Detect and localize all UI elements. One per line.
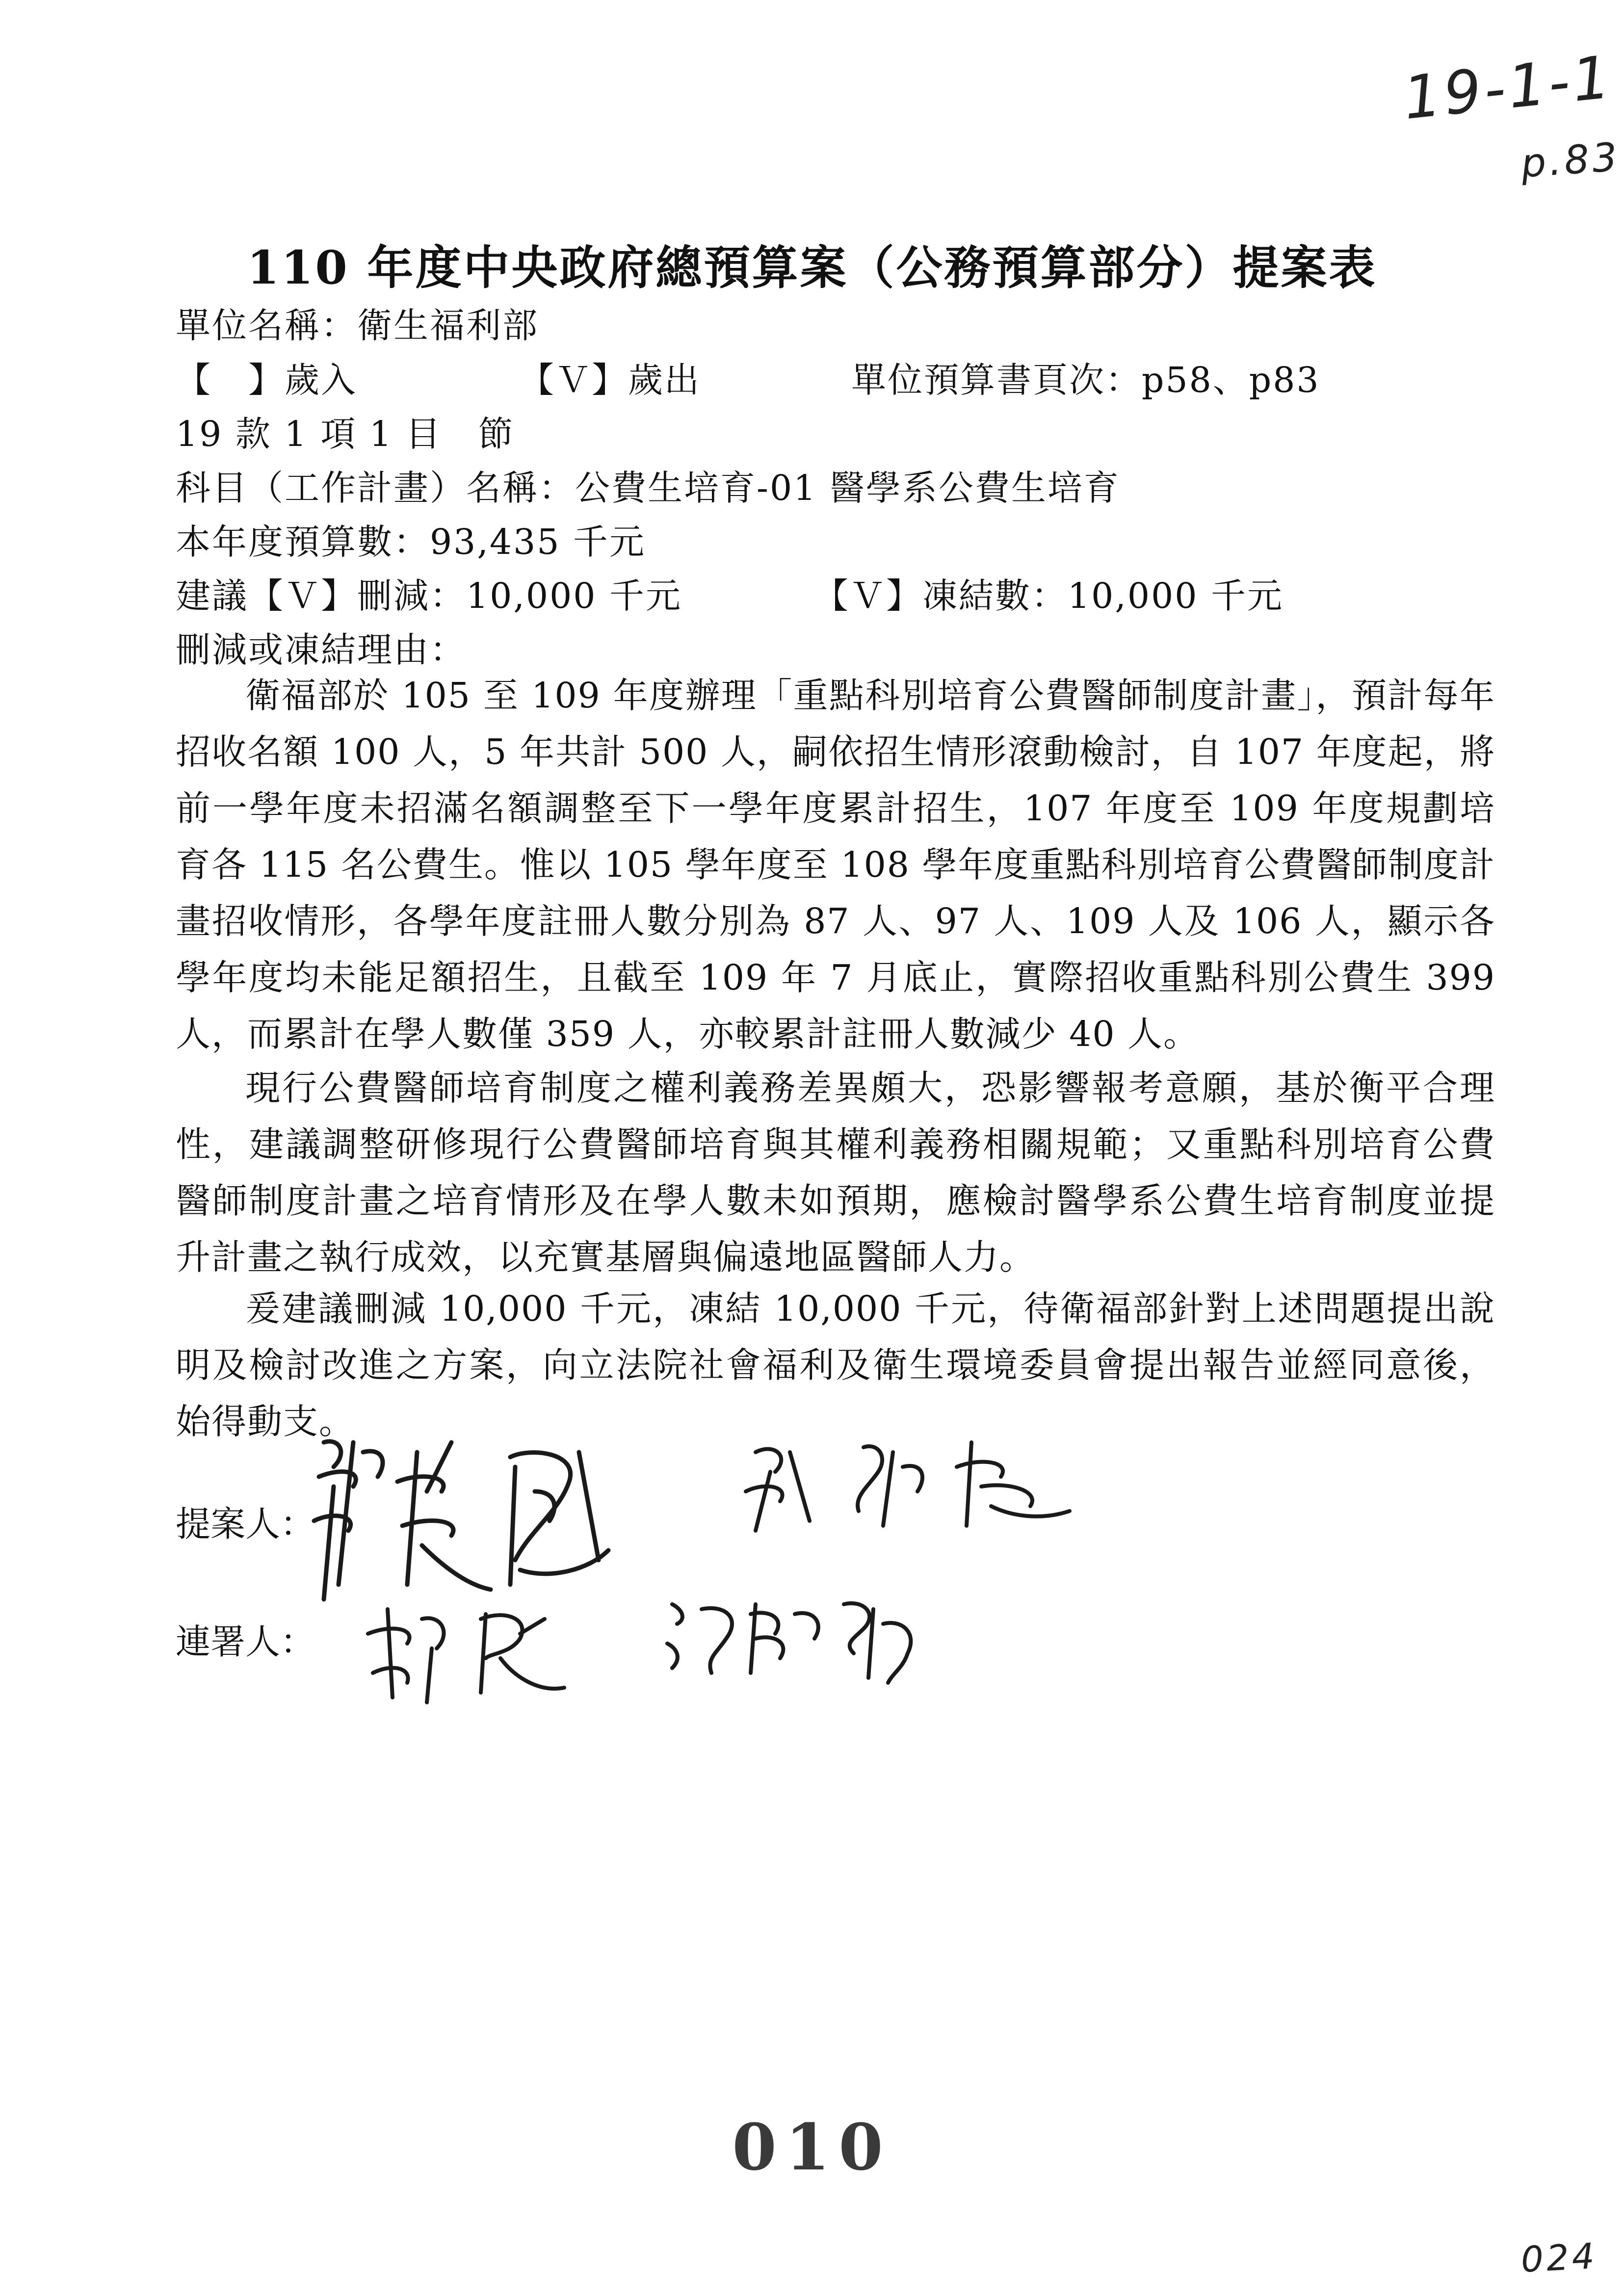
item-code: 19 款 1 項 1 目 節 [176,414,515,454]
cut-amount: 建議【Ｖ】刪減：10,000 千元 [176,575,682,616]
freeze-amount: 【Ｖ】凍結數：10,000 千元 [813,575,1284,616]
subject-name: 科目（工作計畫）名稱：公費生培育-01 醫學系公費生培育 [176,468,1120,508]
revenue-option: 【 】歲入 [176,360,358,400]
reason-paragraph: 爰建議刪減 10,000 千元，凍結 10,000 千元，待衛福部針對上述問題提出說明及檢討改進之方案，向立法院社會福利及衛生環境委員會提出報告並經同意後，始得動支。 [176,1288,1495,1442]
page-title: 110 年度中央政府總預算案（公務預算部分）提案表 [247,241,1377,295]
page-number: 010 [732,2110,892,2185]
signature-cosigner-2 [657,1585,932,1693]
budget-pages: 單位預算書頁次：p58、p83 [851,360,1320,400]
signature-proposer-2 [736,1423,1089,1550]
expenditure-option: 【Ｖ】歲出 [519,360,701,400]
proposer-label: 提案人： [176,1504,315,1544]
handwritten-ref-code: 19-1-1 [1400,43,1617,133]
reason-paragraph: 衛福部於 105 至 109 年度辦理「重點科別培育公費醫師制度計畫」，預計每年招收名額 100 人，5 年共計 500 人，嗣依招生情形滾動檢討，自 107 年度起，將前一學年度未招滿名額調整至下一學年度累計招生，107 年度至 109 年度規劃培育各 115 名公費生。惟以 105 學年度至 108 學年度重點科別培育公費醫師制度計畫招收情形，各學年度註冊人數分別為 87 人、97 人、109 人及 106 人，顯示各學年度均未能足額招生，且截至 109 年 7 月底止，實際招收重點科別公費生 399 人，而累計在學人數僅 359 人，亦較累計註冊人數減少 40 人。 [176,675,1495,1054]
cosigner-label: 連署人： [176,1621,315,1662]
handwritten-page-ref: p.83 [1519,134,1622,186]
unit-name: 單位名稱：衛生福利部 [176,305,539,346]
reason-paragraph: 現行公費醫師培育制度之權利義務差異頗大，恐影響報考意願，基於衡平合理性，建議調整研修現行公費醫師培育與其權利義務相關規範；又重點科別培育公費醫師制度計畫之培育情形及在學人數未如預期，應檢討醫學系公費生培育制度並提升計畫之執行成效，以充實基層與偏遠地區醫師人力。 [176,1068,1495,1278]
reason-label: 刪減或凍結理由： [176,629,467,670]
handwritten-bottom-note: 024 [1519,2235,1598,2281]
budget-amount: 本年度預算數：93,435 千元 [176,522,646,562]
signature-cosigner-1 [358,1590,594,1717]
